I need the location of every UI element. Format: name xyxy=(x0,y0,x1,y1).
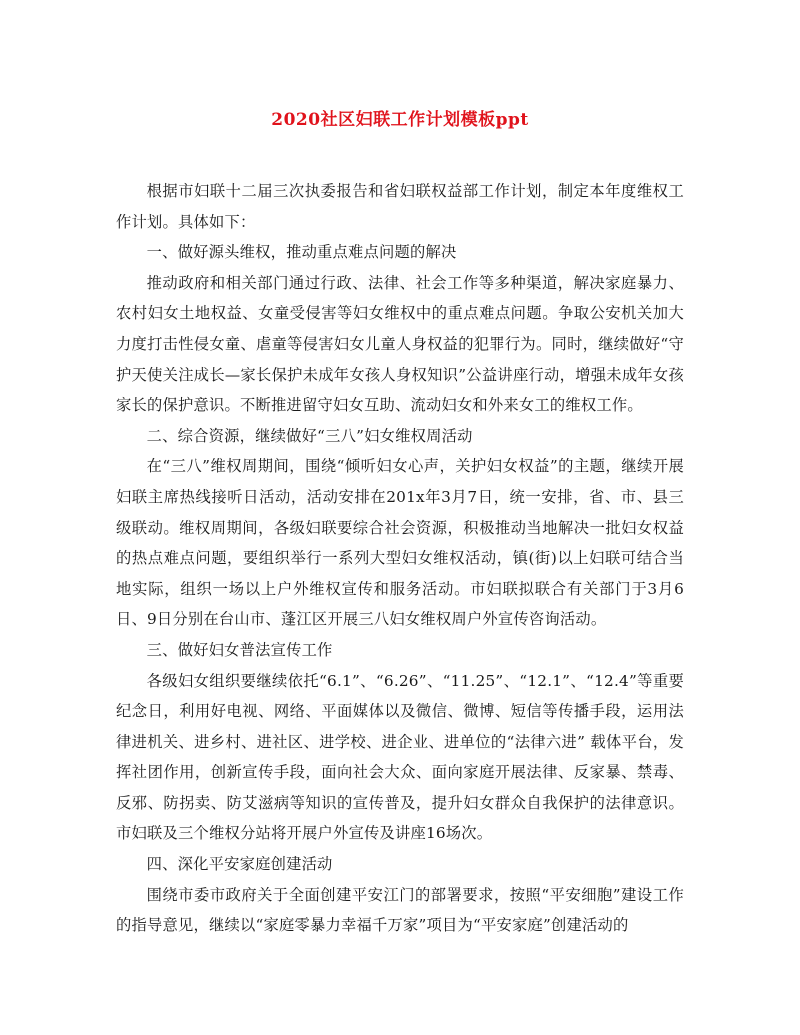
intro-paragraph: 根据市妇联十二届三次执委报告和省妇联权益部工作计划，制定本年度维权工作计划。具体如下： xyxy=(116,182,684,231)
section-heading-1: 一、做好源头维权，推动重点难点问题的解决 xyxy=(146,243,457,262)
section-heading-4: 四、深化平安家庭创建活动 xyxy=(146,855,333,874)
section-heading-3: 三、做好妇女普法宣传工作 xyxy=(146,640,333,659)
section-body-3: 各级妇女组织要继续依托“6.1”、“6.26”、“11.25”、“12.1”、“12.4”等重要纪念日，利用好电视、网络、平面媒体以及微信、微博、短信等传播手段，运用法律进机关、进乡村、进社区、进学校、进企业、进单位的“法律六进” 载体平台，发挥社团作用，创新宣传手段，面向社会大众、面向家庭开展法律、反家暴、禁毒、反邪、防拐卖、防艾滋病等知识的宣传普及，提升妇女群众自我保护的法律意识。市妇联及三个维权分站将开展户外宣传及讲座16场次。 xyxy=(116,671,684,843)
section-heading-2: 二、综合资源，继续做好“三八”妇女维权周活动 xyxy=(146,426,473,445)
section-body-2: 在“三八”维权周期间，围绕“倾听妇女心声，关护妇女权益”的主题，继续开展妇联主席热线接听日活动，活动安排在201x年3月7日，统一安排，省、市、县三级联动。维权周期间，各级妇联要综合社会资源，积极推动当地解决一批妇女权益的热点难点问题，要组织举行一系列大型妇女维权活动，镇(街)以上妇联可结合当地实际，组织一场以上户外维权宣传和服务活动。市妇联拟联合有关部门于3月6日、9日分别在台山市、蓬江区开展三八妇女维权周户外宣传咨询活动。 xyxy=(116,457,684,629)
section-body-4: 围绕市委市政府关于全面创建平安江门的部署要求，按照“平安细胞”建设工作的指导意见，继续以“家庭零暴力幸福千万家”项目为“平安家庭”创建活动的 xyxy=(116,885,684,935)
document-title: 2020社区妇联工作计划模板ppt xyxy=(271,110,529,130)
section-body-1: 推动政府和相关部门通过行政、法律、社会工作等多种渠道，解决家庭暴力、农村妇女土地权益、女童受侵害等妇女维权中的重点难点问题。争取公安机关加大力度打击性侵女童、虐童等侵害妇女儿童人身权益的犯罪行为。同时，继续做好“守护天使关注成长—家长保护未成年女孩人身权知识”公益讲座行动，增强未成年女孩家长的保护意识。不断推进留守妇女互助、流动妇女和外来女工的维权工作。 xyxy=(116,273,684,415)
